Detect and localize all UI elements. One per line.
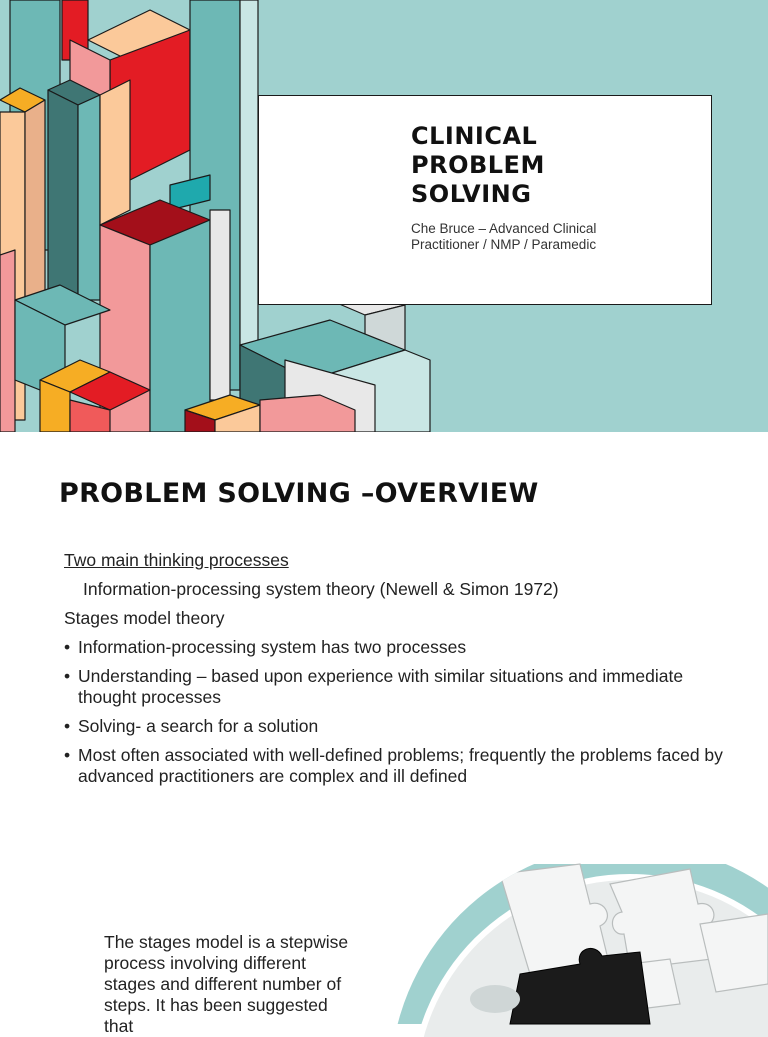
title-box [258, 95, 712, 305]
bullet-item: • Solving- a search for a solution [64, 716, 724, 737]
overview-indent-line: Information-processing system theory (Newell & Simon 1972) [83, 579, 559, 599]
overview-title: PROBLEM SOLVING –OVERVIEW [59, 478, 539, 509]
overview-plain-line: Stages model theory [64, 608, 225, 628]
slide-subtitle: Che Bruce – Advanced Clinical Practitioner / NMP / Paramedic [411, 221, 597, 252]
stages-text: The stages model is a stepwise process involving different stages and different number of steps. It has been suggested that [104, 932, 349, 1036]
bullet-item: • Understanding – based upon experience with similar situations and immediate thought processes [64, 666, 724, 708]
slide-title: CLINICAL PROBLEM SOLVING [411, 122, 545, 208]
title-slide [0, 0, 768, 432]
puzzle-image [380, 864, 768, 1024]
stages-slide [0, 864, 768, 1036]
bullet-item: • Information-processing system has two processes [64, 637, 724, 658]
overview-slide [0, 432, 768, 864]
overview-heading: Two main thinking processes [64, 550, 289, 570]
overview-body [64, 550, 724, 795]
bullet-item: • Most often associated with well-defined problems; frequently the problems faced by advanced practitioners are complex and ill defined [64, 745, 724, 787]
